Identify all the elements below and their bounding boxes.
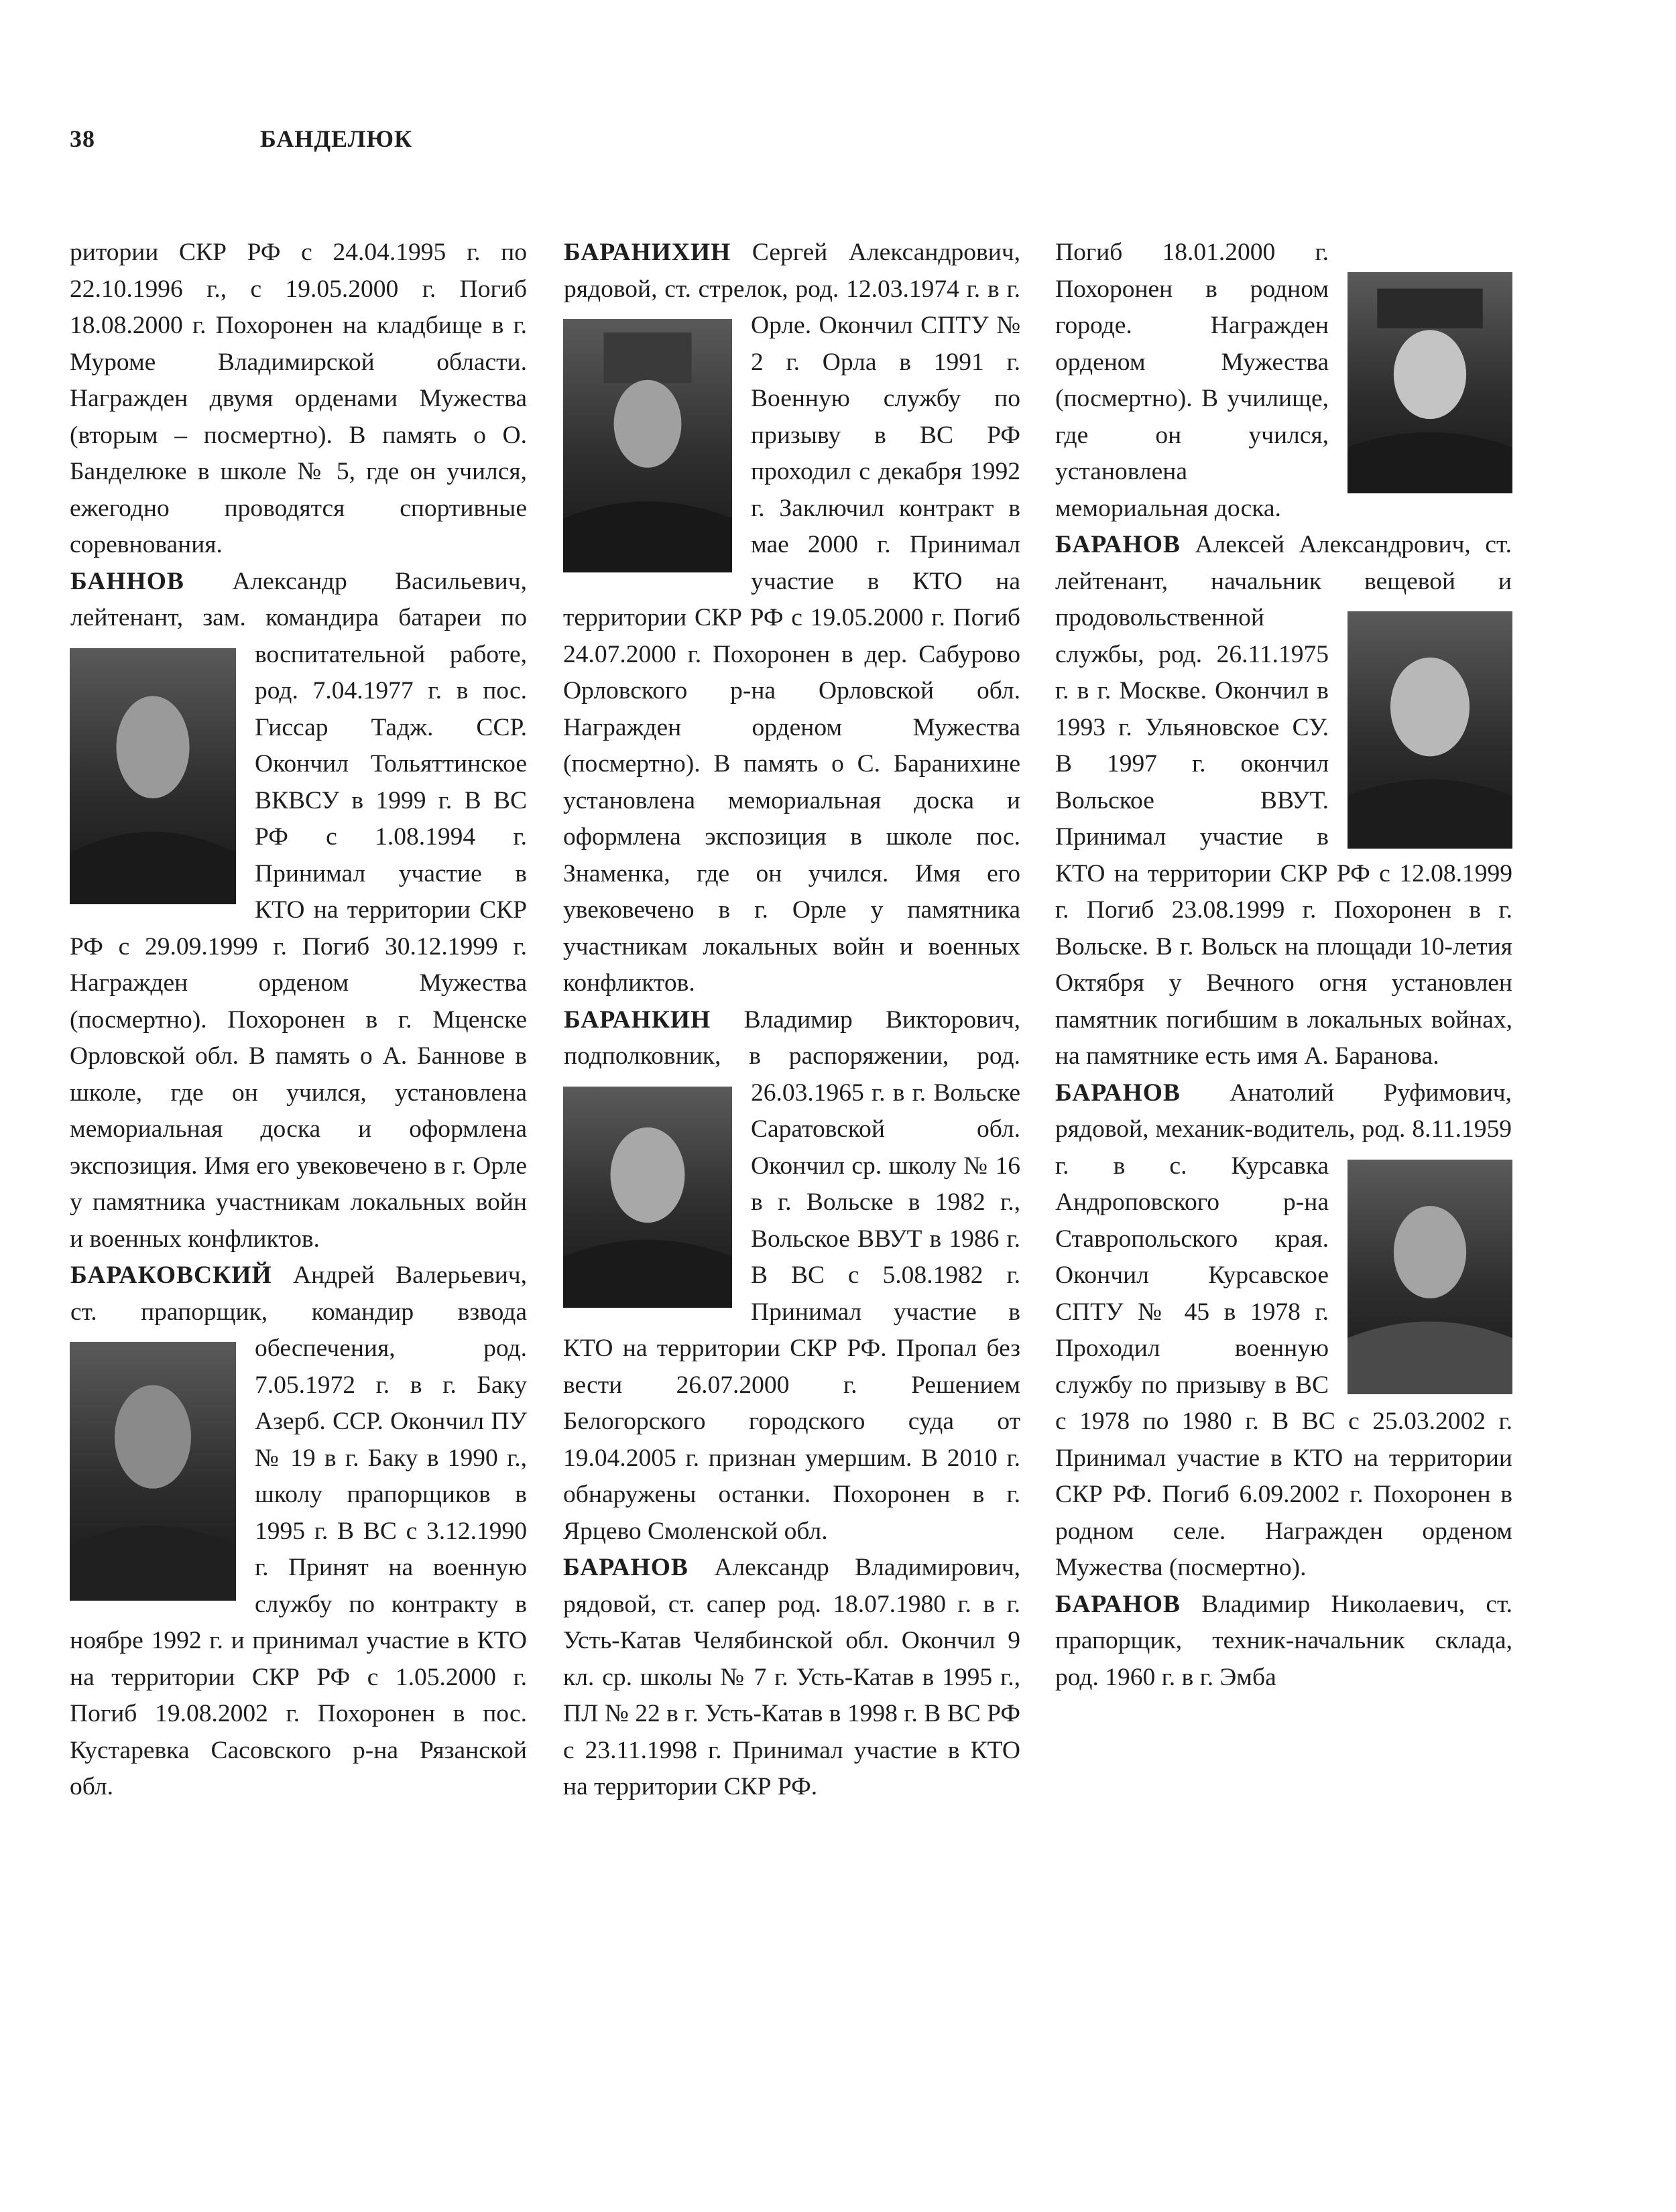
entry-text: ритории СКР РФ с 24.04.1995 г. по 22.10.1996 г., с 19.05.2000 г. Погиб 18.08.2000 г. Похоронен на кладбище в г. Муроме Владимирской области. Награжден двумя орденами Мужества (вторым – посмертно). В память о О. Банделюке в школе № 5, где он учился, ежегодно проводятся спортивные соревнования. (70, 239, 527, 558)
column-2 (563, 235, 1020, 1806)
entry-barankin (563, 1002, 1020, 1550)
entry-name: БАРАНОВ (563, 1554, 689, 1581)
entry-text: Алексей Александрович, ст. лейтенант, начальник вещевой и продовольственной службы, род. 26.11.1975 г. в г. Москве. Окончил в 1993 г. Ульяновское СУ. В 1997 г. окончил Вольское ВВУТ. Принимал участие в КТО на территории СКР РФ с 12.08.1999 г. Погиб 23.08.1999 г. Похоронен в г. Вольске. В г. Вольск на площади 10-летия Октября у Вечного огня установлен памятник погибшим в локальных войнах, на памятнике есть имя А. Баранова. (1055, 531, 1512, 1070)
portrait-photo (1348, 272, 1512, 493)
entry-name: БАРАНИХИН (564, 239, 731, 266)
column-1 (70, 235, 527, 1806)
entry-name: БАРАНОВ (1055, 1079, 1181, 1107)
page-number: 38 (70, 125, 95, 152)
entry-text: Владимир Николаевич, ст. прапорщик, техник-начальник склада, род. 1960 г. в г. Эмба (1055, 1590, 1513, 1691)
entry-text: Андрей Валерьевич, ст. прапорщик, командир взвода обеспечения, род. 7.05.1972 г. в г. Баку Азерб. ССР. Окончил ПУ № 19 в г. Баку в 1990 г., школу прапорщиков в 1995 г. В ВС с 3.12.1990 г. Принят на военную службу по контракту в ноябре 1992 г. и принимал участие в КТО на территории СКР РФ с 1.05.2000 г. Погиб 19.08.2002 г. Похоронен в пос. Кустаревка Сасовского р-на Рязанской обл. (70, 1262, 528, 1800)
entry-name: БАРАНОВ (1055, 1590, 1181, 1618)
entry-text: Александр Владимирович, рядовой, ст. сапер род. 18.07.1980 г. в г. Усть-Катав Челябинской обл. Окончил 9 кл. ср. школы № 7 г. Усть-Катав в 1995 г., ПЛ № 22 в г. Усть-Катав в 1998 г. В ВС РФ с 23.11.1998 г. Принимал участие в КТО на территории СКР РФ. (563, 1554, 1020, 1800)
entry-name: БАРАНОВ (1055, 531, 1181, 558)
entry-bannov (70, 564, 527, 1258)
portrait-photo (70, 1342, 236, 1601)
portrait-photo (1348, 611, 1512, 849)
entry-barakovsky (70, 1257, 527, 1806)
running-head (70, 125, 412, 153)
entry-continuation (70, 235, 527, 564)
entry-name: БАРАНКИН (564, 1005, 711, 1034)
entry-name: БАННОВ (70, 567, 184, 595)
entry-text: Погиб 18.01.2000 г. Похоронен в родном городе. Награжден орденом Мужества (посмертно). В училище, где он учился, установлена мемориальная доска. (1055, 239, 1329, 522)
entry-text: Анатолий Руфимович, рядовой, механик-водитель, род. 8.11.1959 г. в с. Курсавка Андроповского р-на Ставропольского края. Окончил Курсавское СПТУ № 45 в 1978 г. Проходил военную службу по призыву в ВС с 1978 по 1980 г. В ВС с 25.03.2002 г. Принимал участие в КТО на территории СКР РФ. Погиб 6.09.2002 г. Похоронен в родном селе. Награжден орденом Мужества (посмертно). (1055, 1079, 1512, 1581)
entry-text: Сергей Александрович, рядовой, ст. стрелок, род. 12.03.1974 г. в г. Орле. Окончил СПТУ № 2 г. Орла в 1991 г. Военную службу по призыву в ВС РФ проходил с декабря 1992 г. Заключил контракт в мае 2000 г. Принимал участие в КТО на территории СКР РФ с 19.05.2000 г. Погиб 24.07.2000 г. Похоронен в дер. Сабурово Орловского р-на Орловской обл. Награжден орденом Мужества (посмертно). В память о С. Баранихине установлена мемориальная доска и оформлена экспозиция в школе пос. Знаменка, где он учился. Имя его увековечено в г. Орле у памятника участникам локальных войн и военных конфликтов. (563, 239, 1021, 997)
entry-baranov-vladimir (1055, 1587, 1512, 1697)
entry-baranov-aleksandr (563, 1550, 1020, 1806)
portrait-photo (563, 1087, 732, 1308)
entry-baranikhin (563, 235, 1020, 1002)
entry-name: БАРАКОВСКИЙ (70, 1262, 272, 1289)
portrait-photo (563, 319, 732, 572)
column-3 (1055, 235, 1512, 1696)
entry-continuation (1055, 235, 1512, 527)
entry-baranov-aleksey (1055, 527, 1512, 1075)
entry-text: Александр Васильевич, лейтенант, зам. командира батареи по воспитательной работе, род. 7.04.1977 г. в пос. Гиссар Тадж. ССР. Окончил Тольяттинское ВКВСУ в 1999 г. В ВС РФ с 1.08.1994 г. Принимал участие в КТО на территории СКР РФ с 29.09.1999 г. Погиб 30.12.1999 г. Награжден орденом Мужества (посмертно). Похоронен в г. Мценске Орловской обл. В память о А. Баннове в школе, где он учился, установлена мемориальная доска и оформлена экспозиция. Имя его увековечено в г. Орле у памятника участникам локальных войн и военных конфликтов. (70, 567, 527, 1253)
portrait-photo (70, 648, 236, 904)
running-title: БАНДЕЛЮК (260, 125, 413, 152)
entry-baranov-anatoly (1055, 1075, 1512, 1587)
portrait-photo (1348, 1160, 1512, 1394)
entry-text: Владимир Викторович, подполковник, в распоряжении, род. 26.03.1965 г. в г. Вольске Саратовской обл. Окончил ср. школу № 16 в г. Вольске в 1982 г., Вольское ВВУТ в 1986 г. В ВС с 5.08.1982 г. Принимал участие в КТО на территории СКР РФ. Пропал без вести 26.07.2000 г. Решением Белогорского городского суда от 19.04.2005 г. признан умершим. В 2010 г. обнаружены останки. Похоронен в г. Ярцево Смоленской обл. (563, 1005, 1020, 1545)
